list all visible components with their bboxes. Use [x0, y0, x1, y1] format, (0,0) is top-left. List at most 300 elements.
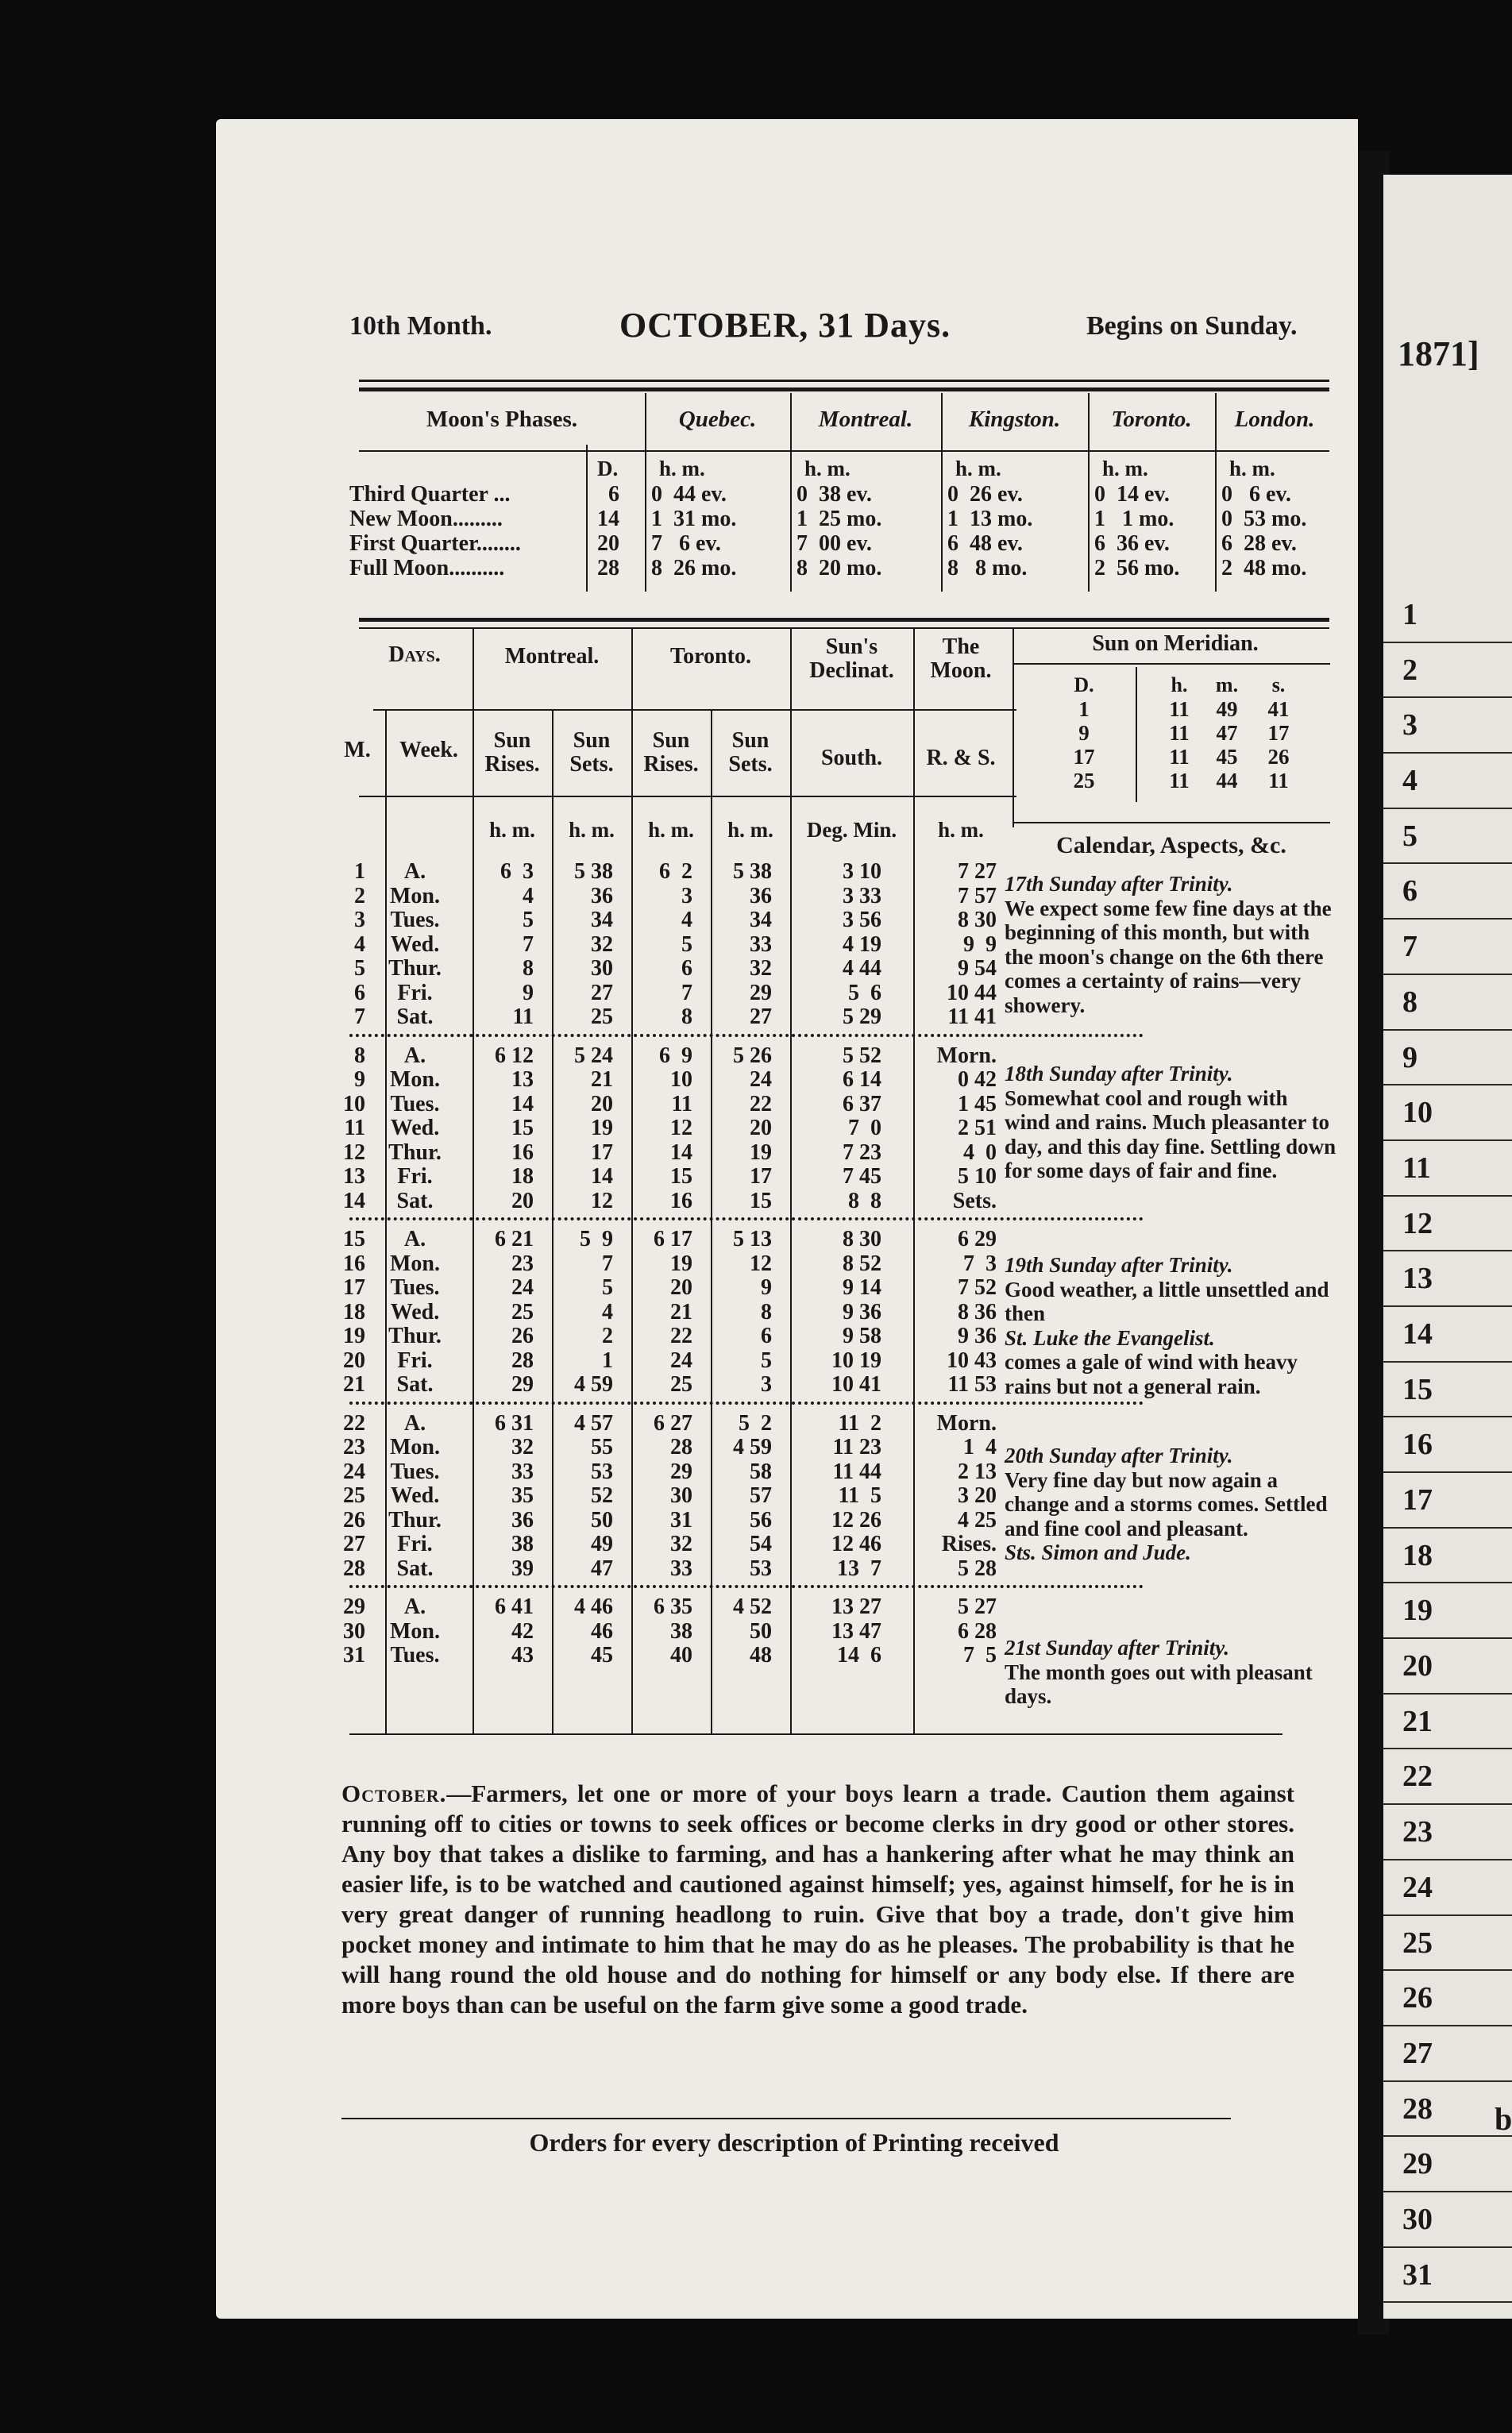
header-rule — [359, 380, 1329, 382]
phase-day: 14 — [597, 507, 619, 531]
phase-name: New Moon......... — [349, 507, 503, 531]
day-cell: 7 45 — [843, 1164, 881, 1189]
units-hm: h. m. — [569, 818, 615, 842]
day-cell: 7 52 — [958, 1275, 997, 1300]
day-cell: 5 26 — [733, 1043, 772, 1068]
day-cell: 50 — [750, 1618, 772, 1644]
phase-day: 20 — [597, 531, 619, 556]
calendar-note — [1005, 1444, 1338, 1565]
day-cell: 3 56 — [843, 908, 881, 932]
day-cell: 13 7 — [837, 1556, 881, 1581]
calendar-sunday: 19th Sunday after Trinity. — [1005, 1253, 1233, 1277]
day-cell: 23 — [511, 1251, 534, 1276]
phase-city-header: London. — [1234, 407, 1315, 432]
footer-rule — [341, 2118, 1231, 2119]
day-cell: 29 — [670, 1459, 692, 1484]
phase-time: 2 48 mo. — [1221, 556, 1307, 580]
phase-time: 8 8 mo. — [947, 556, 1028, 580]
adjacent-page — [1383, 175, 1512, 2319]
day-cell: 6 — [354, 980, 365, 1005]
day-cell: 21 — [670, 1299, 692, 1324]
day-cell: 7 3 — [963, 1251, 997, 1276]
day-cell: 0 42 — [958, 1067, 997, 1092]
day-cell: 2 — [354, 883, 365, 908]
footer-text: Orders for every description of Printing received — [529, 2128, 1059, 2157]
day-cell: A. — [403, 1043, 426, 1068]
phases-title: Moon's Phases. — [426, 407, 578, 432]
day-cell: Morn. — [936, 1410, 997, 1436]
day-cell: 11 — [671, 1091, 692, 1116]
day-cell: 12 — [750, 1251, 772, 1276]
montreal-header: Montreal. — [504, 644, 600, 669]
day-cell: 23 — [343, 1435, 365, 1459]
day-cell: 8 30 — [843, 1227, 881, 1251]
phase-time: 8 20 mo. — [796, 556, 882, 580]
day-cell: 2 13 — [958, 1459, 997, 1484]
phase-name: Full Moon.......... — [349, 556, 505, 580]
day-cell: 38 — [511, 1532, 534, 1556]
month-number: 10th Month. — [349, 311, 492, 341]
day-row — [349, 981, 1016, 1005]
phase-time: 1 1 mo. — [1094, 507, 1174, 531]
day-row — [349, 1043, 1016, 1068]
day-cell: 8 — [354, 1043, 365, 1068]
phase-hm-label: h. m. — [955, 457, 1001, 480]
montreal-sets-header: Sun Sets. — [569, 728, 614, 777]
meridian-rule — [1012, 663, 1330, 665]
day-cell: 4 25 — [958, 1507, 997, 1533]
day-cell: Thur. — [388, 1139, 442, 1165]
units-hm: h. m. — [648, 818, 694, 842]
montreal-rises-header: Sun Rises. — [484, 728, 540, 777]
adjacent-day: 5 — [1383, 809, 1512, 865]
day-cell: 29 — [511, 1372, 534, 1397]
day-cell: 7 27 — [958, 859, 997, 884]
day-cell: 40 — [670, 1643, 692, 1668]
calendar-text: The month goes out with pleasant days. — [1005, 1660, 1313, 1708]
day-cell: 27 — [591, 980, 613, 1005]
day-cell: 19 — [670, 1251, 692, 1276]
day-cell: 8 30 — [958, 908, 997, 932]
day-cell: 1 — [602, 1348, 613, 1373]
day-cell: A. — [403, 859, 426, 884]
day-cell: 6 2 — [659, 859, 692, 884]
day-cell: 9 54 — [958, 956, 997, 981]
day-cell: 53 — [591, 1459, 613, 1484]
day-cell: Sat. — [396, 1188, 434, 1213]
day-cell: 6 12 — [495, 1043, 534, 1068]
day-cell: 6 35 — [654, 1594, 692, 1619]
day-cell: Wed. — [390, 931, 440, 957]
day-cell: 30 — [670, 1483, 692, 1508]
day-cell: 24 — [343, 1459, 365, 1484]
day-cell: 11 — [512, 1004, 534, 1029]
adjacent-day: 24 — [1383, 1860, 1512, 1916]
day-cell: 13 27 — [831, 1594, 881, 1619]
phase-day: 28 — [597, 556, 619, 580]
moon-header: The Moon. — [930, 634, 992, 683]
adjacent-day: 21 — [1383, 1695, 1512, 1750]
day-cell: 42 — [511, 1618, 534, 1644]
meridian-value: 25 — [1073, 769, 1095, 792]
day-cell: 25 — [511, 1299, 534, 1324]
calendar-sunday: 17th Sunday after Trinity. — [1005, 872, 1233, 896]
phase-time: 8 26 mo. — [651, 556, 737, 580]
day-cell: 2 — [602, 1324, 613, 1348]
day-cell: 7 — [523, 931, 534, 957]
day-cell: 5 38 — [733, 859, 772, 884]
day-cell: 19 — [591, 1116, 613, 1140]
day-cell: 11 5 — [838, 1483, 881, 1508]
day-cell: 19 — [343, 1324, 365, 1348]
day-cell: 25 — [591, 1004, 613, 1029]
meridian-divider — [1136, 667, 1137, 802]
day-cell: 16 — [343, 1251, 365, 1276]
calendar-text2: comes a gale of wind with heavy rains but not a general rain. — [1005, 1350, 1298, 1398]
calendar-text: Very fine day but now again a change and a storms comes. Settled and fine cool and pleasant. — [1005, 1467, 1328, 1540]
day-cell: 27 — [343, 1532, 365, 1556]
day-cell: 47 — [591, 1556, 613, 1581]
adjacent-day: 23 — [1383, 1805, 1512, 1860]
meridian-value: 11 — [1169, 721, 1190, 745]
day-cell: 52 — [591, 1483, 613, 1508]
adjacent-day: 14 — [1383, 1307, 1512, 1363]
day-row — [343, 1643, 1016, 1668]
phase-time: 0 38 ev. — [796, 482, 872, 507]
adjacent-year: 1871] — [1398, 334, 1479, 373]
day-cell: 1 4 — [963, 1435, 997, 1459]
phase-head-rule — [359, 450, 1329, 452]
day-cell: 16 — [511, 1139, 534, 1165]
day-cell: 6 29 — [958, 1227, 997, 1251]
day-cell: 14 — [591, 1164, 613, 1189]
day-cell: 22 — [343, 1410, 365, 1436]
week-separator — [349, 1402, 1144, 1405]
day-row — [349, 884, 1016, 908]
day-cell: 7 0 — [848, 1116, 881, 1140]
day-cell: 15 — [750, 1188, 772, 1213]
calendar-feast: Sts. Simon and Jude. — [1005, 1540, 1191, 1564]
day-row — [349, 908, 1016, 932]
phase-time: 1 31 mo. — [651, 507, 737, 531]
day-cell: 45 — [591, 1643, 613, 1668]
day-cell: 12 46 — [831, 1532, 881, 1556]
day-cell: 13 — [511, 1067, 534, 1092]
day-cell: 27 — [750, 1004, 772, 1029]
day-row — [343, 1188, 1016, 1213]
calendar-note — [1005, 1636, 1338, 1709]
day-cell: 33 — [511, 1459, 534, 1484]
meridian-value: 11 — [1169, 745, 1190, 769]
meridian-value: 17 — [1073, 745, 1095, 769]
day-cell: 20 — [750, 1116, 772, 1140]
day-cell: 5 9 — [580, 1227, 613, 1251]
adjacent-day: 17 — [1383, 1473, 1512, 1529]
day-cell: 5 — [523, 908, 534, 932]
day-cell: 10 44 — [947, 980, 997, 1005]
day-cell: 9 36 — [843, 1299, 881, 1324]
day-cell: 5 — [681, 931, 692, 957]
day-cell: 12 — [670, 1116, 692, 1140]
day-cell: 18 — [343, 1299, 365, 1324]
calendar-note — [1005, 872, 1338, 1017]
meridian-value: 47 — [1216, 721, 1238, 745]
day-cell: 32 — [511, 1435, 534, 1459]
day-cell: Fri. — [397, 980, 433, 1005]
page-title: OCTOBER, 31 Days. — [619, 306, 951, 345]
day-cell: 10 — [670, 1067, 692, 1092]
phase-bottom-rule-thin — [359, 627, 1329, 629]
day-cell: 8 — [681, 1004, 692, 1029]
meridian-label: s. — [1271, 673, 1286, 696]
phase-row — [349, 556, 1342, 580]
day-cell: 5 — [602, 1275, 613, 1300]
day-row — [343, 1556, 1016, 1581]
m-header: M. — [344, 738, 371, 762]
day-cell: Mon. — [390, 883, 440, 908]
adjacent-day: 3 — [1383, 698, 1512, 754]
day-cell: 28 — [670, 1435, 692, 1459]
day-cell: 25 — [343, 1483, 365, 1508]
day-cell: 25 — [670, 1372, 692, 1397]
phase-hm-label: h. m. — [1102, 457, 1148, 480]
day-cell: 6 — [681, 956, 692, 981]
day-cell: 24 — [750, 1067, 772, 1092]
day-cell: 36 — [750, 883, 772, 908]
day-cell: 1 — [354, 859, 365, 884]
meridian-value: 17 — [1267, 721, 1290, 745]
day-cell: 29 — [343, 1594, 365, 1619]
day-cell: 24 — [511, 1275, 534, 1300]
day-cell: 7 — [602, 1251, 613, 1276]
day-cell: 24 — [670, 1348, 692, 1373]
day-cell: 22 — [750, 1091, 772, 1116]
day-cell: Thur. — [388, 1324, 442, 1348]
phase-d-label: D. — [597, 457, 619, 480]
calendar-note — [1005, 1253, 1338, 1398]
day-cell: 32 — [750, 956, 772, 981]
day-cell: 3 20 — [958, 1483, 997, 1508]
day-cell: 5 38 — [574, 859, 613, 884]
day-cell: 8 36 — [958, 1299, 997, 1324]
phase-time: 0 14 ev. — [1094, 482, 1170, 507]
day-row — [343, 1227, 1016, 1251]
day-cell: 11 — [344, 1116, 365, 1140]
day-cell: 15 — [670, 1164, 692, 1189]
phase-time: 0 6 ev. — [1221, 482, 1291, 507]
day-cell: 4 46 — [574, 1594, 613, 1619]
rs-header: R. & S. — [926, 746, 996, 770]
day-cell: 4 44 — [843, 956, 881, 981]
day-cell: 58 — [750, 1459, 772, 1484]
day-cell: 14 — [343, 1188, 365, 1213]
day-cell: 20 — [343, 1348, 365, 1373]
day-cell: 32 — [591, 931, 613, 957]
week-separator — [349, 1585, 1144, 1588]
day-cell: 4 57 — [574, 1410, 613, 1436]
day-cell: 7 57 — [958, 883, 997, 908]
phase-name: Third Quarter ... — [349, 482, 511, 507]
day-cell: 35 — [511, 1483, 534, 1508]
day-cell: 36 — [591, 883, 613, 908]
day-cell: 57 — [750, 1483, 772, 1508]
phase-row — [349, 507, 1342, 531]
day-cell: 5 6 — [848, 980, 881, 1005]
day-cell: 7 — [681, 980, 692, 1005]
day-row — [343, 1459, 1016, 1484]
day-cell: 7 23 — [843, 1139, 881, 1165]
phase-time: 6 48 ev. — [947, 531, 1023, 556]
day-cell: 9 58 — [843, 1324, 881, 1348]
day-cell: 5 10 — [958, 1164, 997, 1189]
col-divider — [1012, 629, 1014, 827]
calendar-note — [1005, 1062, 1338, 1183]
toronto-header: Toronto. — [670, 644, 751, 669]
day-cell: 20 — [591, 1091, 613, 1116]
day-cell: 2 51 — [958, 1116, 997, 1140]
day-row — [343, 1435, 1016, 1459]
day-cell: 31 — [343, 1643, 365, 1668]
calendar-sunday: 18th Sunday after Trinity. — [1005, 1062, 1233, 1085]
adjacent-day: 13 — [1383, 1251, 1512, 1307]
day-cell: 7 5 — [963, 1643, 997, 1668]
day-cell: 49 — [591, 1532, 613, 1556]
day-row — [343, 1164, 1016, 1189]
day-cell: 38 — [670, 1618, 692, 1644]
day-row — [343, 1507, 1016, 1533]
day-cell: Tues. — [390, 908, 440, 932]
day-cell: 48 — [750, 1643, 772, 1668]
day-cell: 11 41 — [947, 1004, 997, 1029]
day-cell: 17 — [750, 1164, 772, 1189]
day-cell: 4 59 — [733, 1435, 772, 1459]
day-cell: 6 21 — [495, 1227, 534, 1251]
day-row — [343, 1275, 1016, 1300]
day-cell: 4 — [681, 908, 692, 932]
adjacent-day: 27 — [1383, 2026, 1512, 2082]
phase-time: 6 28 ev. — [1221, 531, 1297, 556]
adjacent-day: 31 — [1383, 2248, 1512, 2304]
day-cell: 55 — [591, 1435, 613, 1459]
day-cell: A. — [403, 1227, 426, 1251]
day-cell: 20 — [670, 1275, 692, 1300]
day-cell: 13 47 — [831, 1618, 881, 1644]
day-cell: 5 — [354, 956, 365, 981]
day-cell: 6 — [761, 1324, 772, 1348]
day-cell: 32 — [670, 1532, 692, 1556]
day-cell: 17 — [591, 1139, 613, 1165]
day-cell: 4 19 — [843, 931, 881, 957]
day-cell: 5 52 — [843, 1043, 881, 1068]
adjacent-day: 26 — [1383, 1971, 1512, 2026]
meridian-header: Sun on Meridian. — [1092, 631, 1259, 656]
day-cell: 6 37 — [843, 1091, 881, 1116]
day-cell: 11 44 — [832, 1459, 881, 1484]
phase-city-header: Montreal. — [818, 407, 913, 432]
phase-time: 7 00 ev. — [796, 531, 872, 556]
phase-name: First Quarter........ — [349, 531, 521, 556]
day-cell: 26 — [343, 1507, 365, 1533]
day-cell: 8 8 — [848, 1188, 881, 1213]
adjacent-day: 4 — [1383, 754, 1512, 809]
day-cell: 30 — [343, 1618, 365, 1644]
day-cell: 28 — [343, 1556, 365, 1581]
day-cell: Fri. — [397, 1532, 433, 1556]
day-cell: 13 — [343, 1164, 365, 1189]
adjacent-day: 30 — [1383, 2192, 1512, 2248]
day-cell: 6 3 — [500, 859, 534, 884]
adjacent-day: 8 — [1383, 975, 1512, 1031]
phase-row — [349, 482, 1342, 507]
week-separator — [349, 1034, 1144, 1037]
day-cell: Wed. — [390, 1116, 440, 1140]
phase-time: 0 53 mo. — [1221, 507, 1307, 531]
adjacent-day: 10 — [1383, 1085, 1512, 1141]
day-cell: 3 — [681, 883, 692, 908]
day-cell: 9 14 — [843, 1275, 881, 1300]
day-cell: 29 — [750, 980, 772, 1005]
day-cell: 8 — [523, 956, 534, 981]
phase-time: 2 56 mo. — [1094, 556, 1180, 580]
day-row — [343, 1618, 1016, 1644]
day-cell: 10 41 — [831, 1372, 881, 1397]
day-cell: 18 — [511, 1164, 534, 1189]
day-cell: 9 — [761, 1275, 772, 1300]
day-cell: 11 2 — [838, 1410, 881, 1436]
day-row — [343, 1091, 1016, 1116]
day-cell: 10 — [343, 1091, 365, 1116]
phase-hm-label: h. m. — [659, 457, 705, 480]
adjacent-day: 18 — [1383, 1529, 1512, 1584]
phase-hm-label: h. m. — [1229, 457, 1275, 480]
phase-time: 1 13 mo. — [947, 507, 1033, 531]
calendar-feast: St. Luke the Evangelist. — [1005, 1325, 1215, 1350]
table-subhead-rule — [373, 709, 1016, 711]
table-bottom-rule — [349, 1733, 1282, 1735]
phase-day: 6 — [608, 482, 619, 507]
day-row — [349, 1004, 1016, 1029]
day-cell: Mon. — [390, 1251, 440, 1276]
day-cell: Tues. — [390, 1275, 440, 1300]
phase-hm-label: h. m. — [804, 457, 850, 480]
day-row — [343, 1324, 1016, 1348]
day-cell: 6 14 — [843, 1067, 881, 1092]
day-cell: Wed. — [390, 1299, 440, 1324]
day-cell: 9 36 — [958, 1324, 997, 1348]
begins-on: Begins on Sunday. — [1086, 311, 1298, 341]
meridian-value: 44 — [1216, 769, 1238, 792]
day-cell: Thur. — [388, 956, 442, 981]
day-cell: 14 6 — [837, 1643, 881, 1668]
meridian-value: 41 — [1267, 697, 1290, 721]
day-row — [343, 1299, 1016, 1324]
phase-row — [349, 531, 1342, 556]
day-cell: 19 — [750, 1139, 772, 1165]
day-row — [349, 859, 1016, 884]
day-cell: 16 — [670, 1188, 692, 1213]
day-cell: 3 10 — [843, 859, 881, 884]
phase-time: 0 26 ev. — [947, 482, 1023, 507]
phase-city-header: Toronto. — [1111, 407, 1192, 432]
week-header: Week. — [399, 738, 458, 762]
day-cell: 21 — [591, 1067, 613, 1092]
day-cell: 36 — [511, 1507, 534, 1533]
day-cell: 6 41 — [495, 1594, 534, 1619]
day-cell: 50 — [591, 1507, 613, 1533]
day-cell: 53 — [750, 1556, 772, 1581]
day-cell: 12 26 — [831, 1507, 881, 1533]
day-row — [349, 932, 1016, 957]
